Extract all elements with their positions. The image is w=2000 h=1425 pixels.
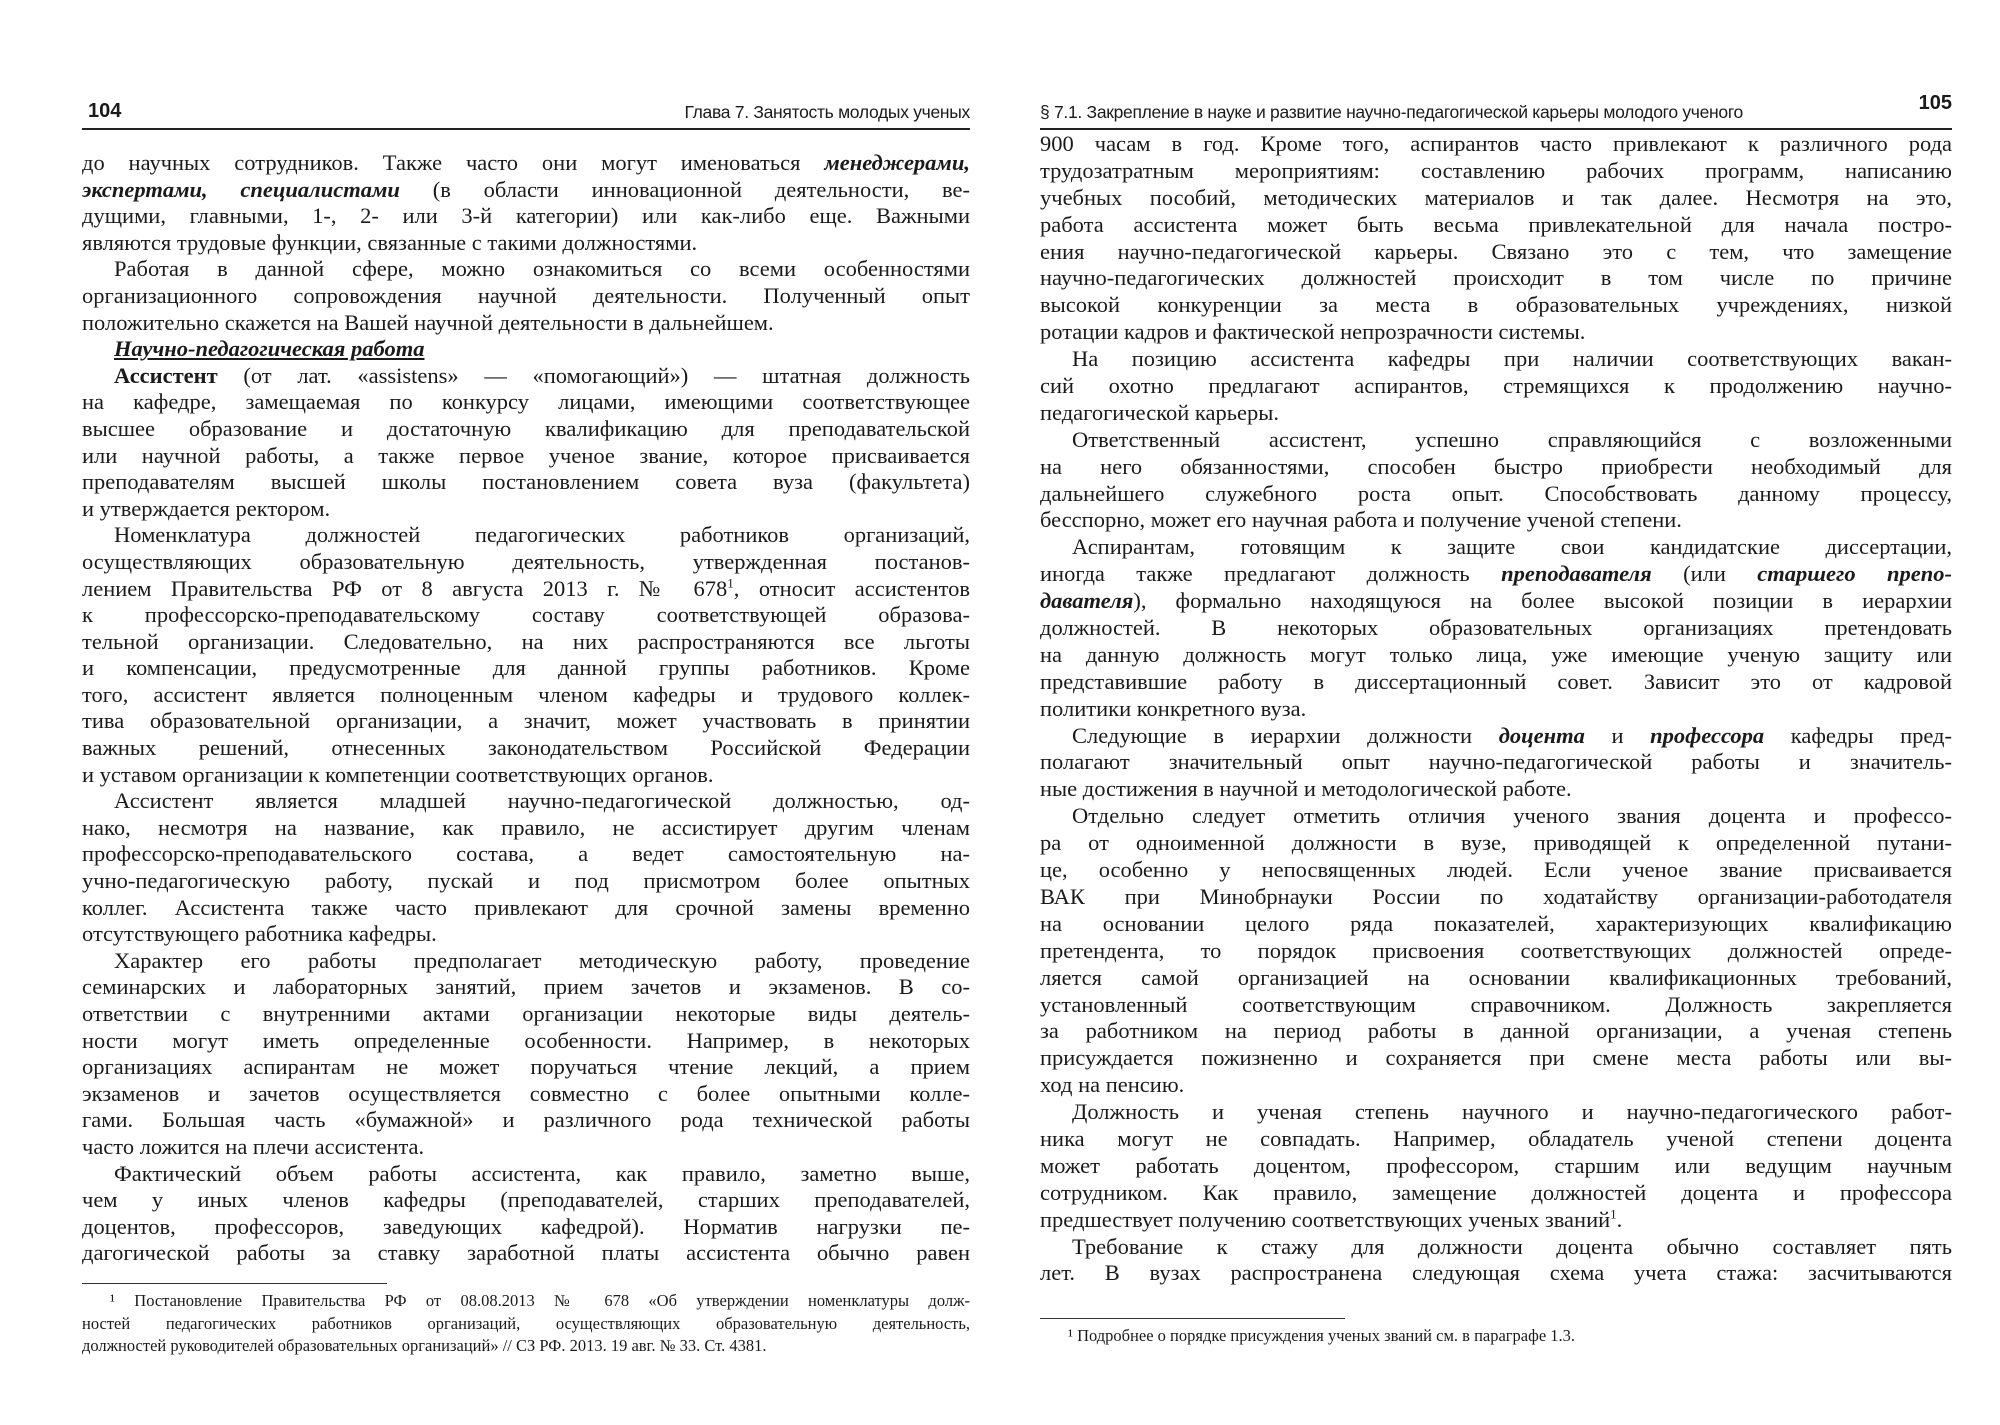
text-run: Фактический объем работы ассистента, как правило, заметно выше, (114, 1160, 970, 1186)
emphasized-text: давателя (1040, 588, 1134, 614)
text-line (82, 336, 970, 363)
text-run: присуждается пожизненно и сохраняется при смене места работы или вы- (1040, 1045, 1952, 1071)
text-run: Характер его работы предполагает методическую работу, проведение (114, 947, 970, 973)
text-line (82, 1240, 970, 1267)
text-run: и утверждается ректором. (82, 495, 331, 521)
text-line (82, 948, 970, 975)
text-line (82, 177, 970, 204)
text-line (1040, 669, 1952, 696)
emphasized-text: профессора (1650, 722, 1765, 748)
footnote-rule (82, 1283, 387, 1284)
footnote-line: ¹ Подробнее о порядке присуждения ученых званий см. в параграфе 1.3. (1068, 1326, 1576, 1345)
text-run: того, ассистент является полноценным членом кафедры и трудового коллек- (82, 681, 970, 707)
text-line (82, 283, 970, 310)
text-line (82, 841, 970, 868)
text-line (82, 496, 970, 523)
footnote-marker: 1 (727, 575, 734, 590)
text-run: на данную должность могут только лица, уже имеющие ученую защиту или (1040, 641, 1952, 667)
footnote-line: ¹ Постановление Правительства РФ от 08.08.2013 № 678 «Об утверждении номенклатуры долж- (110, 1291, 970, 1310)
emphasized-text: старшего препо- (1757, 561, 1952, 587)
text-run: нако, несмотря на название, как правило, не ассистирует другим членам (82, 814, 970, 840)
text-line (1040, 1153, 1952, 1180)
text-line (1040, 292, 1952, 319)
text-line (1040, 803, 1952, 830)
text-run: учебных пособий, методических материалов и так далее. Несмотря на это, (1040, 184, 1952, 210)
text-line (82, 735, 970, 762)
text-run: На позицию ассистента кафедры при наличии соответствующих вакан- (1072, 346, 1952, 372)
text-run: тельной организации. Следовательно, на них распространяются все льготы (82, 628, 970, 654)
text-line (1040, 1099, 1952, 1126)
text-line (82, 1187, 970, 1214)
header-rule (1040, 128, 1952, 130)
text-run: ра от одноименной должности в вузе, приводящей к определенной путани- (1040, 830, 1952, 856)
text-run: полагают значительный опыт научно-педагогической работы и значитель- (1040, 749, 1952, 775)
text-run: претендента, то порядок присвоения соответствующих должностей опреде- (1040, 937, 1952, 963)
text-line (82, 602, 970, 629)
text-line (1040, 185, 1952, 212)
text-run: лением Правительства РФ от 8 августа 2013 г. № 678 (82, 575, 728, 601)
footnotes (82, 1283, 970, 1358)
text-line (82, 150, 970, 177)
text-line (82, 1001, 970, 1028)
text-run: к профессорско-преподавательскому составу соответствующей образова- (82, 602, 970, 628)
text-line (82, 974, 970, 1001)
text-line (82, 655, 970, 682)
text-run: на основании целого ряда показателей, характеризующих квалификацию (1040, 910, 1952, 936)
text-run: ения научно-педагогической карьеры. Связано это с тем, что замещение (1040, 238, 1952, 264)
text-line (1040, 1072, 1952, 1099)
text-run: являются трудовые функции, связанные с такими должностями. (82, 229, 698, 255)
text-run: (в области инновационной деятельности, ве- (399, 176, 970, 202)
text-run: ника могут не совпадать. Например, обладатель ученой степени доцента (1040, 1125, 1952, 1151)
text-line (1040, 938, 1952, 965)
text-line (82, 868, 970, 895)
text-run: представившие работу в диссертационный совет. Зависит это от кадровой (1040, 668, 1952, 694)
text-run: чем у иных членов кафедры (преподавателей, старших преподавателей, (82, 1187, 970, 1213)
text-line (82, 576, 970, 603)
text-line (1040, 239, 1952, 266)
page-header (1040, 92, 1952, 128)
text-run: научно-педагогических должностей происходит в том числе по причине (1040, 265, 1952, 291)
text-run: 900 часам в год. Кроме того, аспирантов часто привлекают к различного рода (1040, 131, 1952, 156)
text-run: педагогической карьеры. (1040, 399, 1279, 425)
text-run: высокой конкуренции за места в образовательных учреждениях, низкой (1040, 292, 1952, 318)
text-run: кафедры пред- (1764, 722, 1952, 748)
text-run: сий охотно предлагают аспирантов, стремящихся к продолжению научно- (1040, 373, 1952, 399)
text-line (82, 682, 970, 709)
text-run: семинарских и лабораторных занятий, прием зачетов и экзаменов. В со- (82, 974, 970, 1000)
text-run: Работая в данной сфере, можно ознакомиться со всеми особенностями (114, 256, 970, 282)
text-run: (или (1651, 561, 1758, 587)
text-run: ответствии с внутренними актами организации некоторые виды деятель- (82, 1001, 970, 1026)
text-run: должностей. В некоторых образовательных организациях претендовать (1040, 615, 1952, 641)
header-rule (82, 128, 970, 130)
text-run: иногда также предлагают должность (1040, 561, 1502, 587)
running-head: Глава 7. Занятость молодых ученых (684, 102, 970, 122)
text-line (1040, 373, 1952, 400)
footnote-line: должностей руководителей образовательных организаций» // СЗ РФ. 2013. 19 авг. № 33. Ст. 4381. (82, 1336, 767, 1355)
page-number: 104 (88, 100, 122, 122)
body-text (1040, 131, 1952, 1287)
text-run: Аспирантам, готовящим к защите свои кандидатские диссертации, (1072, 534, 1952, 560)
text-line (82, 549, 970, 576)
emphasized-text: Научно-педагогическая работа (114, 336, 425, 362)
text-run: преподавателям высшей школы постановлением совета вуза (факультета) (82, 469, 970, 495)
text-run: Требование к стажу для должности доцента обычно составляет пять (1072, 1233, 1952, 1259)
text-run: (от лат. «assistens» — «помогающий») — штатная должность (217, 362, 970, 388)
text-line (82, 895, 970, 922)
text-line (1040, 534, 1952, 561)
text-line (1040, 723, 1952, 750)
text-line (1040, 507, 1952, 534)
text-run: отсутствующего работника кафедры. (82, 921, 437, 947)
text-run: важных решений, отнесенных законодательством Российской Федерации (82, 735, 970, 761)
text-line (1040, 131, 1952, 158)
text-line (1040, 642, 1952, 669)
text-run: и компенсации, предусмотренные для данной группы работников. Кроме (82, 655, 970, 681)
text-run: организациях аспирантам не может поручаться чтение лекций, а прием (82, 1054, 970, 1080)
emphasized-text: менеджерами, (824, 150, 970, 175)
text-line (1040, 749, 1952, 776)
text-run: сотрудником. Как правило, замещение должностей доцента и профессора (1040, 1179, 1952, 1205)
text-line (1040, 615, 1952, 642)
text-line (82, 921, 970, 948)
footnotes (1040, 1318, 1952, 1348)
text-line (82, 788, 970, 815)
text-line (1040, 454, 1952, 481)
footnote-line: ностей педагогических работников организаций, осуществляющих образовательную деятельность, (82, 1313, 970, 1333)
text-run: дальнейшего служебного роста опыт. Способствовать данному процессу, (1040, 480, 1952, 506)
text-run: гами. Большая часть «бумажной» и различного рода технической работы (82, 1107, 970, 1133)
text-run: ные достижения в научной и методологической работе. (1040, 776, 1572, 802)
footnote-rule (1040, 1318, 1345, 1319)
text-line (1040, 1260, 1952, 1287)
text-run: высшее образование и достаточную квалификацию для преподавательской (82, 415, 970, 441)
emphasized-text: экспертами, специалистами (82, 176, 400, 202)
text-line (82, 443, 970, 470)
text-run: трудозатратным мероприятиям: составлению рабочих программ, написанию (1040, 157, 1952, 183)
text-line (1040, 830, 1952, 857)
text-run: и уставом организации к компетенции соответствующих органов. (82, 761, 714, 787)
text-run: или научной работы, а также первое ученое звание, которое присваивается (82, 442, 970, 468)
text-run: Должность и ученая степень научного и научно-педагогического работ- (1072, 1099, 1952, 1125)
text-run: на него обязанностями, способен быстро приобрести необходимый для (1040, 453, 1952, 479)
text-line (82, 522, 970, 549)
text-run: коллег. Ассистента также часто привлекают для срочной замены временно (82, 894, 970, 920)
page-header (82, 98, 970, 128)
text-run: до научных сотрудников. Также часто они могут именоваться (82, 150, 825, 175)
text-run: осуществляющих образовательную деятельность, утвержденная постанов- (82, 548, 970, 574)
text-run: ВАК при Минобрнауки России по ходатайству организации-работодателя (1040, 883, 1952, 909)
text-line (82, 203, 970, 230)
emphasized-text: доцента (1498, 722, 1585, 748)
text-line (1040, 776, 1952, 803)
text-line (82, 363, 970, 390)
text-run: Следующие в иерархии должности (1072, 722, 1499, 748)
text-line (82, 469, 970, 496)
text-line (82, 1107, 970, 1134)
text-line (1040, 1234, 1952, 1261)
text-line (82, 1134, 970, 1161)
text-line (1040, 884, 1952, 911)
text-run: положительно скажется на Вашей научной деятельности в дальнейшем. (82, 309, 774, 335)
text-run: тива образовательной организации, а значит, может участвовать в принятии (82, 708, 970, 734)
text-run: установленный соответствующим справочником. Должность закрепляется (1040, 991, 1952, 1017)
text-line (1040, 1180, 1952, 1207)
text-line (1040, 1207, 1952, 1234)
text-line (82, 256, 970, 283)
text-line (82, 629, 970, 656)
text-run: профессорско-преподавательского состава, а ведет самостоятельную на- (82, 841, 970, 867)
text-line (1040, 965, 1952, 992)
text-run: политики конкретного вуза. (1040, 695, 1307, 721)
text-line (82, 1161, 970, 1188)
text-run: ности могут иметь определенные особенности. Например, в некоторых (82, 1027, 970, 1053)
text-line (1040, 561, 1952, 588)
text-run: бесспорно, может его научная работа и получение ученой степени. (1040, 507, 1682, 533)
text-line (1040, 1126, 1952, 1153)
text-run: часто ложится на плечи ассистента. (82, 1133, 425, 1159)
text-line (1040, 427, 1952, 454)
text-run: Ответственный ассистент, успешно справляющийся с возложенными (1072, 426, 1952, 452)
text-run: на кафедре, замещаемая по конкурсу лицами, имеющими соответствующее (82, 389, 970, 415)
text-run: . (1616, 1206, 1623, 1232)
emphasized-text: Ассистент (114, 362, 218, 388)
text-line (1040, 158, 1952, 185)
text-line (1040, 212, 1952, 239)
text-run: це, особенно у непосвященных людей. Если ученое звание присваивается (1040, 857, 1952, 883)
body-text (82, 150, 970, 1267)
text-run: Номенклатура должностей педагогических работников организаций, (114, 522, 970, 548)
text-run: дущими, главными, 1-, 2- или 3-й категории) или как-либо еще. Важными (82, 203, 970, 229)
text-line (1040, 588, 1952, 615)
text-line (82, 762, 970, 789)
text-line (82, 416, 970, 443)
text-run: и (1584, 722, 1651, 748)
text-run: ляется самой организацией на основании квалификационных требований, (1040, 964, 1952, 990)
footnote-marker: 1 (1610, 1206, 1617, 1222)
text-line (82, 1054, 970, 1081)
emphasized-text: преподавателя (1501, 561, 1652, 587)
text-run: Ассистент является младшей научно-педагогической должностью, од- (114, 788, 970, 814)
text-line (1040, 992, 1952, 1019)
running-head: § 7.1. Закрепление в науке и развитие научно-педагогической карьеры молодого ученого (1040, 102, 1743, 122)
text-line (82, 815, 970, 842)
text-run: ротации кадров и фактической непрозрачности системы. (1040, 319, 1586, 345)
text-line (1040, 1045, 1952, 1072)
text-line (82, 708, 970, 735)
text-run: за работником на период работы в данной организации, а ученая степень (1040, 1018, 1952, 1044)
text-line (1040, 400, 1952, 427)
text-line (1040, 911, 1952, 938)
text-line (1040, 857, 1952, 884)
text-line (82, 310, 970, 337)
text-run: учно-педагогическую работу, пускай и под присмотром более опытных (82, 868, 970, 894)
text-line (82, 1214, 970, 1241)
text-run: лет. В вузах распространена следующая схема учета стажа: засчитываются (1040, 1260, 1952, 1286)
text-run: доцентов, профессоров, заведующих кафедрой). Норматив нагрузки пе- (82, 1213, 970, 1239)
text-line (1040, 265, 1952, 292)
text-line (82, 1081, 970, 1108)
text-run: ход на пенсию. (1040, 1072, 1185, 1098)
text-line (1040, 319, 1952, 346)
text-line (1040, 481, 1952, 508)
page-number: 105 (1918, 92, 1952, 114)
text-line (1040, 1018, 1952, 1045)
text-run: предшествует получению соответствующих ученых званий (1040, 1206, 1611, 1232)
text-line (82, 389, 970, 416)
text-run: , относит ассистентов (733, 575, 970, 601)
text-run: работа ассистента может быть весьма привлекательной для начала постро- (1040, 211, 1952, 237)
text-line (1040, 696, 1952, 723)
text-run: экзаменов и зачетов осуществляется совместно с более опытными колле- (82, 1080, 970, 1106)
text-line (82, 230, 970, 257)
text-line (82, 1028, 970, 1055)
text-run: ), формально находящуюся на более высокой позиции в иерархии (1133, 588, 1952, 614)
text-run: Отдельно следует отметить отличия ученого звания доцента и профессо- (1072, 803, 1952, 829)
text-line (1040, 346, 1952, 373)
text-run: может работать доцентом, профессором, старшим или ведущим научным (1040, 1152, 1952, 1178)
text-run: дагогической работы за ставку заработной платы ассистента обычно равен (82, 1240, 970, 1266)
text-run: организационного сопровождения научной деятельности. Полученный опыт (82, 282, 970, 308)
